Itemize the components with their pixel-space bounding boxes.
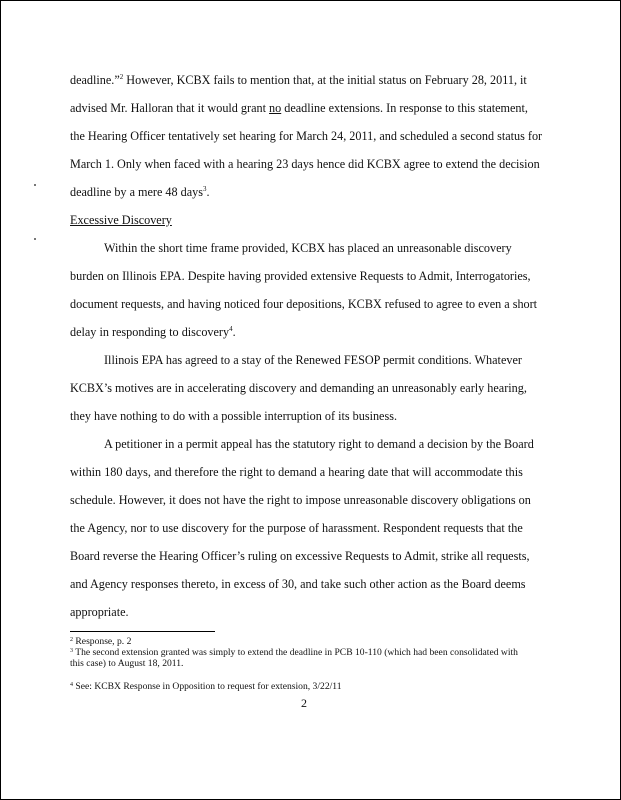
paragraph-4-line-3: schedule. However, it does not have the right to impose unreasonable discovery obligations on <box>70 493 531 507</box>
text-run: delay in responding to discovery <box>70 325 230 339</box>
paragraph-4-line-5: Board reverse the Hearing Officer’s ruling on excessive Requests to Admit, strike all requests, <box>70 549 530 563</box>
footnote-3 <box>70 647 550 669</box>
text-run: However, KCBX fails to mention that, at the initial status on February 28, 2011, it <box>123 73 527 87</box>
footnote-number: 2 <box>70 637 73 643</box>
paragraph-2-line-2: burden on Illinois EPA. Despite having provided extensive Requests to Admit, Interrogatories, <box>70 269 531 283</box>
underlined-word: no <box>269 101 282 115</box>
footnote-text: Response, p. 2 <box>75 636 132 647</box>
footnote-text: this case) to August 18, 2011. <box>70 658 184 669</box>
page-number: 2 <box>301 696 307 710</box>
text-run: . <box>206 185 210 199</box>
footnote-text: The second extension granted was simply to extend the deadline in PCB 10-110 (which had been consolidated with <box>75 647 518 658</box>
section-heading: Excessive Discovery <box>70 213 172 227</box>
text-run: deadline by a mere 48 days <box>70 185 203 199</box>
text-run: deadline.” <box>70 73 120 87</box>
text-run: . <box>232 325 236 339</box>
paragraph-2-line-4 <box>70 325 236 339</box>
scan-speck <box>34 184 36 186</box>
footnote-number: 3 <box>70 648 73 654</box>
paragraph-4-line-6: and Agency responses thereto, in excess of 30, and take such other action as the Board deems <box>70 577 526 591</box>
paragraph-1-line-2 <box>70 101 528 115</box>
footnote-ref: 3 <box>203 185 207 193</box>
paragraph-1-line-5 <box>70 185 210 199</box>
footnote-text: See: KCBX Response in Opposition to request for extension, 3/22/11 <box>75 681 342 692</box>
paragraph-2-line-3: document requests, and having noticed four depositions, KCBX refused to agree to even a short <box>70 297 538 311</box>
paragraph-1-line-4: March 1. Only when faced with a hearing 23 days hence did KCBX agree to extend the decision <box>70 157 540 171</box>
paragraph-1-line-1 <box>70 73 527 87</box>
footnote-number: 4 <box>70 682 73 688</box>
paragraph-2-line-1: Within the short time frame provided, KCBX has placed an unreasonable discovery <box>104 241 512 255</box>
paragraph-1-line-3: the Hearing Officer tentatively set hearing for March 24, 2011, and scheduled a second status for <box>70 129 543 143</box>
footnote-divider <box>70 631 215 632</box>
paragraph-4-line-2: within 180 days, and therefore the right to demand a hearing date that will accommodate this <box>70 465 523 479</box>
text-run: deadline extensions. In response to this statement, <box>281 101 528 115</box>
paragraph-3-line-1: Illinois EPA has agreed to a stay of the Renewed FESOP permit conditions. Whatever <box>104 353 522 367</box>
footnote-4 <box>70 681 550 692</box>
paragraph-4-line-4: the Agency, nor to use discovery for the purpose of harassment. Respondent requests that the <box>70 521 523 535</box>
paragraph-4-line-1: A petitioner in a permit appeal has the statutory right to demand a decision by the Board <box>104 437 534 451</box>
text-run: advised Mr. Halloran that it would grant <box>70 101 270 115</box>
paragraph-4-line-7: appropriate. <box>70 605 129 619</box>
paragraph-3-line-2: KCBX’s motives are in accelerating discovery and demanding an unreasonably early hearing, <box>70 381 527 395</box>
footnote-ref: 4 <box>229 325 233 333</box>
footnote-ref: 2 <box>119 73 124 81</box>
paragraph-3-line-3: they have nothing to do with a possible interruption of its business. <box>70 409 397 423</box>
scan-speck <box>34 238 36 240</box>
footnote-2 <box>70 636 550 647</box>
